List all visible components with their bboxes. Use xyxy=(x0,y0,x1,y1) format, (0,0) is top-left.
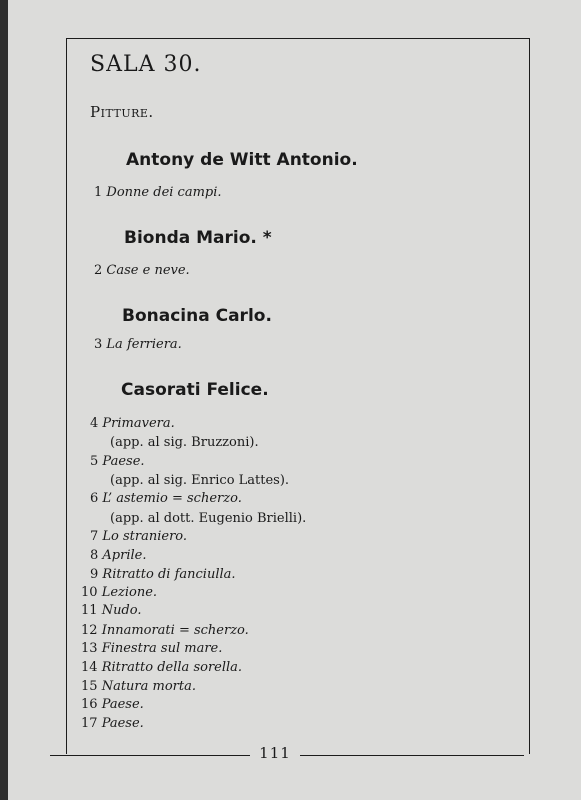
work-number: 10 xyxy=(81,585,98,600)
work-entry xyxy=(90,416,175,431)
work-number: 1 xyxy=(94,185,103,200)
work-entry xyxy=(90,529,187,544)
work-number: 16 xyxy=(81,697,98,712)
work-entry xyxy=(81,623,249,638)
work-number: 3 xyxy=(94,337,103,352)
work-title: Natura morta. xyxy=(101,679,196,694)
artist-name: Bonacina Carlo. xyxy=(122,306,272,326)
work-number: 7 xyxy=(90,529,99,544)
work-number: 4 xyxy=(90,416,99,431)
work-title: Ritratto di fanciulla. xyxy=(102,567,236,582)
work-entry xyxy=(81,641,222,656)
artist-name: Bionda Mario. * xyxy=(124,228,272,248)
work-number: 5 xyxy=(90,454,99,469)
work-entry xyxy=(90,548,147,563)
work-number: 8 xyxy=(90,548,99,563)
ownership-note: (app. al sig. Bruzzoni). xyxy=(110,435,259,450)
work-entry xyxy=(81,679,196,694)
work-title: Primavera. xyxy=(102,416,175,431)
work-entry xyxy=(94,263,190,278)
work-title: Paese. xyxy=(101,697,144,712)
work-number: 15 xyxy=(81,679,98,694)
work-number: 12 xyxy=(81,623,98,638)
work-number: 2 xyxy=(94,263,103,278)
work-entry xyxy=(90,567,236,582)
work-entry xyxy=(81,660,242,675)
artist-name: Antony de Witt Antonio. xyxy=(126,150,358,170)
work-number: 9 xyxy=(90,567,99,582)
work-entry xyxy=(94,337,182,352)
work-entry xyxy=(94,185,222,200)
work-title: Aprile. xyxy=(102,548,147,563)
work-title: Lezione. xyxy=(101,585,158,600)
footer-rule-right xyxy=(300,755,524,756)
work-title: Paese. xyxy=(102,454,145,469)
work-title: L’ astemio = scherzo. xyxy=(102,491,242,506)
section-heading: Pitture. xyxy=(90,103,154,121)
work-entry xyxy=(90,454,145,469)
work-title: Innamorati = scherzo. xyxy=(101,623,249,638)
work-title: Nudo. xyxy=(101,603,142,618)
work-title: Lo straniero. xyxy=(102,529,188,544)
work-entry xyxy=(90,491,242,506)
work-title: Case e neve. xyxy=(106,263,190,278)
work-title: La ferriera. xyxy=(106,337,182,352)
work-number: 17 xyxy=(81,716,98,731)
work-entry xyxy=(81,585,157,600)
work-number: 14 xyxy=(81,660,98,675)
ownership-note: (app. al dott. Eugenio Brielli). xyxy=(110,511,307,526)
work-entry xyxy=(81,716,144,731)
work-entry xyxy=(81,603,142,618)
work-number: 11 xyxy=(81,603,98,618)
work-title: Finestra sul mare. xyxy=(101,641,223,656)
footer-rule-left xyxy=(50,755,250,756)
work-title: Donne dei campi. xyxy=(106,185,222,200)
work-number: 6 xyxy=(90,491,99,506)
artist-name: Casorati Felice. xyxy=(121,380,269,400)
room-heading: SALA 30. xyxy=(90,52,202,77)
page-number: 111 xyxy=(259,744,291,762)
ownership-note: (app. al sig. Enrico Lattes). xyxy=(110,473,290,488)
work-number: 13 xyxy=(81,641,98,656)
work-entry xyxy=(81,697,144,712)
work-title: Paese. xyxy=(101,716,144,731)
work-title: Ritratto della sorella. xyxy=(101,660,243,675)
